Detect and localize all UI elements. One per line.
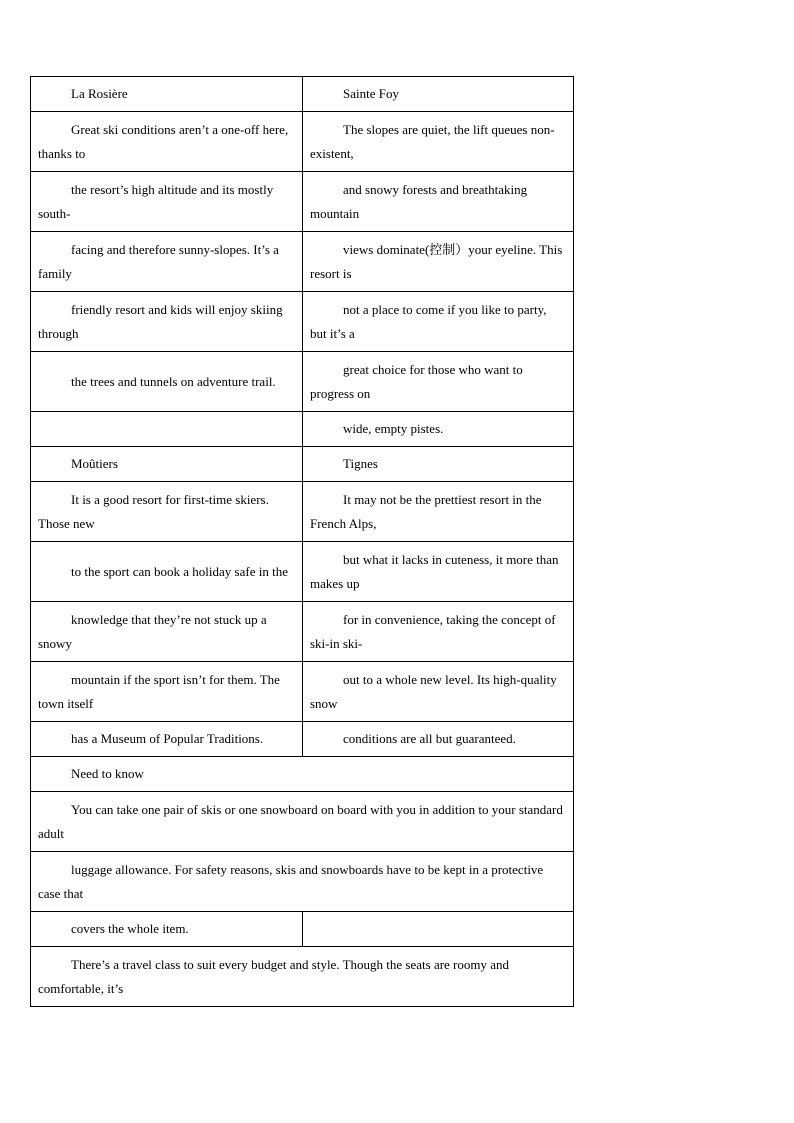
table-cell: Moûtiers <box>31 447 303 482</box>
table-cell: facing and therefore sunny-slopes. It’s a family <box>31 232 303 292</box>
table-cell: the trees and tunnels on adventure trail. <box>31 352 303 412</box>
table-cell: You can take one pair of skis or one snowboard on board with you in addition to your standard adult <box>31 792 574 852</box>
table-cell <box>303 912 574 947</box>
table-cell: Tignes <box>303 447 574 482</box>
table-row <box>31 232 574 292</box>
table-cell: to the sport can book a holiday safe in the <box>31 542 303 602</box>
table-cell: conditions are all but guaranteed. <box>303 722 574 757</box>
table-row <box>31 292 574 352</box>
table-row <box>31 542 574 602</box>
table-cell: and snowy forests and breathtaking mountain <box>303 172 574 232</box>
table-cell: It is a good resort for first-time skiers. Those new <box>31 482 303 542</box>
table-cell: but what it lacks in cuteness, it more than makes up <box>303 542 574 602</box>
table-row <box>31 792 574 852</box>
table-row <box>31 172 574 232</box>
table-cell: views dominate(控制）your eyeline. This resort is <box>303 232 574 292</box>
table-cell: knowledge that they’re not stuck up a snowy <box>31 602 303 662</box>
table-row <box>31 447 574 482</box>
table-cell: the resort’s high altitude and its mostly south- <box>31 172 303 232</box>
table-row <box>31 482 574 542</box>
table-cell: great choice for those who want to progress on <box>303 352 574 412</box>
table-row <box>31 722 574 757</box>
table-cell: friendly resort and kids will enjoy skiing through <box>31 292 303 352</box>
table-cell: Need to know <box>31 757 574 792</box>
table-cell: La Rosière <box>31 77 303 112</box>
table-cell: Sainte Foy <box>303 77 574 112</box>
table-row <box>31 662 574 722</box>
table-cell: for in convenience, taking the concept of ski-in ski- <box>303 602 574 662</box>
table-row <box>31 602 574 662</box>
table-cell: The slopes are quiet, the lift queues non-existent, <box>303 112 574 172</box>
table-cell: mountain if the sport isn’t for them. The town itself <box>31 662 303 722</box>
table-cell: There’s a travel class to suit every budget and style. Though the seats are roomy and comfortable, it’s <box>31 947 574 1007</box>
table-row <box>31 947 574 1007</box>
table-row <box>31 852 574 912</box>
table-row <box>31 912 574 947</box>
table-row <box>31 77 574 112</box>
table-cell: luggage allowance. For safety reasons, skis and snowboards have to be kept in a protective case that <box>31 852 574 912</box>
table-cell: covers the whole item. <box>31 912 303 947</box>
table-row <box>31 757 574 792</box>
table-cell: Great ski conditions aren’t a one-off here, thanks to <box>31 112 303 172</box>
table-row <box>31 352 574 412</box>
table-cell <box>31 412 303 447</box>
table-row <box>31 412 574 447</box>
table-cell: not a place to come if you like to party, but it’s a <box>303 292 574 352</box>
resort-table <box>30 76 574 1007</box>
table-cell: It may not be the prettiest resort in the French Alps, <box>303 482 574 542</box>
table-cell: out to a whole new level. Its high-quality snow <box>303 662 574 722</box>
table-row <box>31 112 574 172</box>
table-cell: wide, empty pistes. <box>303 412 574 447</box>
table-cell: has a Museum of Popular Traditions. <box>31 722 303 757</box>
